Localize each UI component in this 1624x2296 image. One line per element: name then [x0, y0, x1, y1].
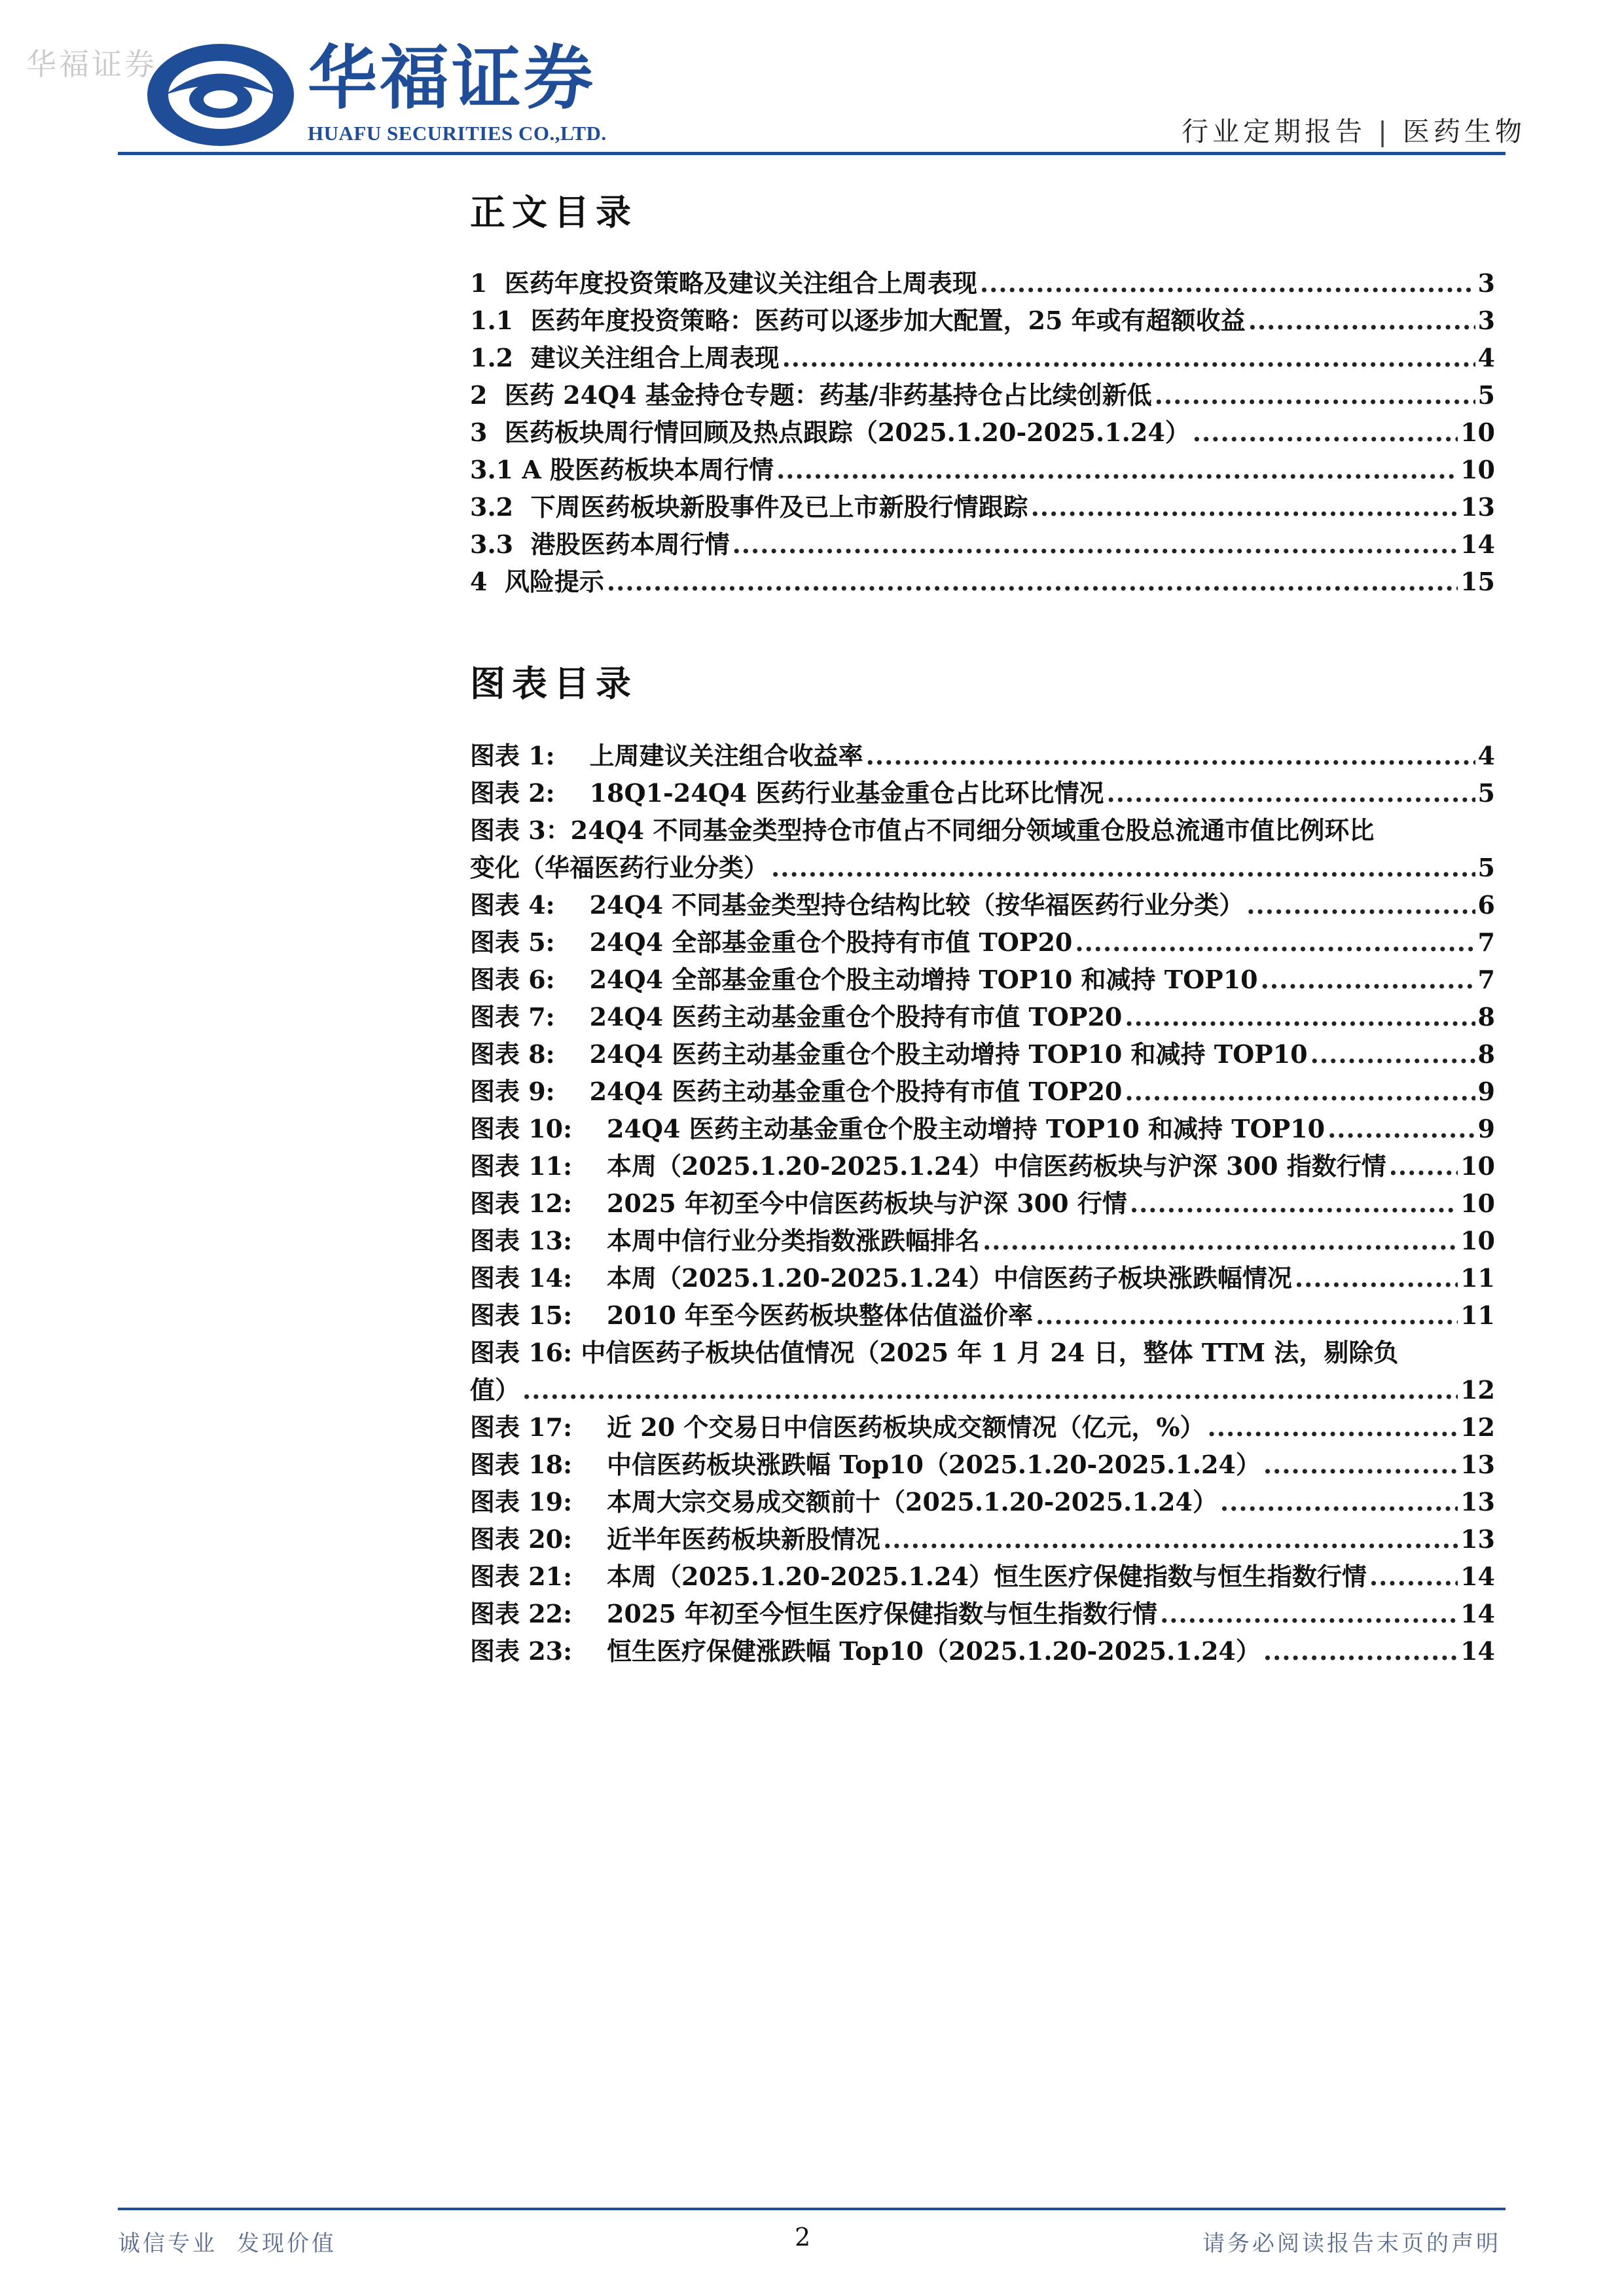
company-name-cn: 华福证券: [308, 37, 596, 118]
figure-entry[interactable]: 图表 5: 24Q4 全部基金重仓个股持有市值 TOP20 ..... 7: [470, 924, 1495, 961]
toc-entry[interactable]: 3.2 下周医药板块新股事件及已上市新股行情跟踪 ..... 13: [470, 488, 1495, 526]
watermark: 华福证券: [26, 46, 157, 82]
figure-entry[interactable]: 图表 15: 2010 年至今医药板块整体估值溢价率 ..... 11: [470, 1297, 1495, 1334]
figures-list: [470, 737, 1495, 1670]
figure-entry[interactable]: 图表 6: 24Q4 全部基金重仓个股主动增持 TOP10 和减持 TOP10 ..... 7: [470, 961, 1495, 998]
header-separator: |: [1378, 116, 1391, 147]
figure-entry[interactable]: 图表 12: 2025 年初至今中信医药板块与沪深 300 行情 ..... 10: [470, 1185, 1495, 1222]
footer-disclaimer: 请务必阅读报告末页的声明: [1202, 2231, 1501, 2257]
figure-entry[interactable]: 图表 1: 上周建议关注组合收益率 ..... 4: [470, 737, 1495, 774]
toc-entry[interactable]: 1.2 建议关注组合上周表现 ..... 4: [470, 339, 1495, 376]
toc-entry[interactable]: 2 医药 24Q4 基金持仓专题：药基/非药基持仓占比续创新低 ..... 5: [470, 376, 1495, 414]
figure-entry[interactable]: 图表 9: 24Q4 医药主动基金重仓个股持有市值 TOP20 ..... 9: [470, 1073, 1495, 1110]
toc-entry[interactable]: 3.3 港股医药本周行情 ..... 14: [470, 526, 1495, 563]
page-number: 2: [795, 2223, 811, 2251]
toc-entry[interactable]: 4 风险提示 ..... 15: [470, 563, 1495, 600]
report-category: [1182, 110, 1526, 149]
slogan-right: 发现价值: [237, 2231, 336, 2257]
industry-name: 医药生物: [1403, 116, 1526, 147]
figure-entry-line1[interactable]: 图表 16: 中信医药子板块估值情况（2025 年 1 月 24 日，整体 TTM 法，剔除负: [470, 1338, 1399, 1367]
footer-divider: [118, 2208, 1506, 2210]
figure-entry[interactable]: 图表 10: 24Q4 医药主动基金重仓个股主动增持 TOP10 和减持 TOP10 ..... 9: [470, 1110, 1495, 1147]
figure-entry[interactable]: 图表 21: 本周（2025.1.20-2025.1.24）恒生医疗保健指数与恒生指数行情 ..... 14: [470, 1558, 1495, 1595]
figure-entry[interactable]: 图表 13: 本周中信行业分类指数涨跌幅排名 ..... 10: [470, 1222, 1495, 1259]
figure-entry[interactable]: 图表 17: 近 20 个交易日中信医药板块成交额情况（亿元，%） ..... 12: [470, 1408, 1495, 1446]
header-divider: [118, 152, 1506, 155]
figure-entry[interactable]: 值） ..... 12: [470, 1371, 1495, 1408]
figure-entry[interactable]: 图表 2: 18Q1-24Q4 医药行业基金重仓占比环比情况 ..... 5: [470, 774, 1495, 812]
report-type: 行业定期报告: [1182, 116, 1367, 147]
toc-entry[interactable]: 3 医药板块周行情回顾及热点跟踪（2025.1.20-2025.1.24） ..... 10: [470, 414, 1495, 451]
huafu-logo-mark-icon: [144, 39, 298, 151]
figure-entry[interactable]: 图表 22: 2025 年初至今恒生医疗保健指数与恒生指数行情 ..... 14: [470, 1595, 1495, 1632]
toc-entry[interactable]: 3.1 A 股医药板块本周行情 ..... 10: [470, 451, 1495, 488]
toc-entry[interactable]: 1.1 医药年度投资策略：医药可以逐步加大配置，25 年或有超额收益 ..... 3: [470, 302, 1495, 339]
toc-list: [470, 264, 1495, 600]
figure-entry[interactable]: 图表 11: 本周（2025.1.20-2025.1.24）中信医药板块与沪深 300 指数行情 ..... 10: [470, 1147, 1495, 1185]
figure-entry[interactable]: 图表 19: 本周大宗交易成交额前十（2025.1.20-2025.1.24） ..... 13: [470, 1483, 1495, 1520]
figures-title: 图表目录: [470, 662, 638, 704]
figure-entry[interactable]: 图表 4: 24Q4 不同基金类型持仓结构比较（按华福医药行业分类） ..... 6: [470, 886, 1495, 924]
figure-entry[interactable]: 图表 14: 本周（2025.1.20-2025.1.24）中信医药子板块涨跌幅情况 ..... 11: [470, 1259, 1495, 1297]
figure-entry[interactable]: 图表 7: 24Q4 医药主动基金重仓个股持有市值 TOP20 ..... 8: [470, 998, 1495, 1035]
toc-title: 正文目录: [470, 191, 638, 233]
company-logo: [144, 37, 607, 151]
figure-entry[interactable]: 图表 23: 恒生医疗保健涨跌幅 Top10（2025.1.20-2025.1.24） ..... 14: [470, 1632, 1495, 1670]
footer-slogan: [118, 2225, 336, 2257]
company-name-en: HUAFU SECURITIES CO.,LTD.: [308, 122, 607, 145]
figure-entry[interactable]: 图表 18: 中信医药板块涨跌幅 Top10（2025.1.20-2025.1.24） ..... 13: [470, 1446, 1495, 1483]
slogan-left: 诚信专业: [118, 2231, 217, 2257]
figure-entry[interactable]: 图表 8: 24Q4 医药主动基金重仓个股主动增持 TOP10 和减持 TOP10 ..... 8: [470, 1035, 1495, 1073]
toc-entry[interactable]: 1 医药年度投资策略及建议关注组合上周表现 ..... 3: [470, 264, 1495, 302]
figure-entry[interactable]: 变化（华福医药行业分类） ..... 5: [470, 849, 1495, 886]
figure-entry[interactable]: 图表 20: 近半年医药板块新股情况 ..... 13: [470, 1520, 1495, 1558]
figure-entry-line1[interactable]: 图表 3：24Q4 不同基金类型持仓市值占不同细分领域重仓股总流通市值比例环比: [470, 816, 1375, 845]
